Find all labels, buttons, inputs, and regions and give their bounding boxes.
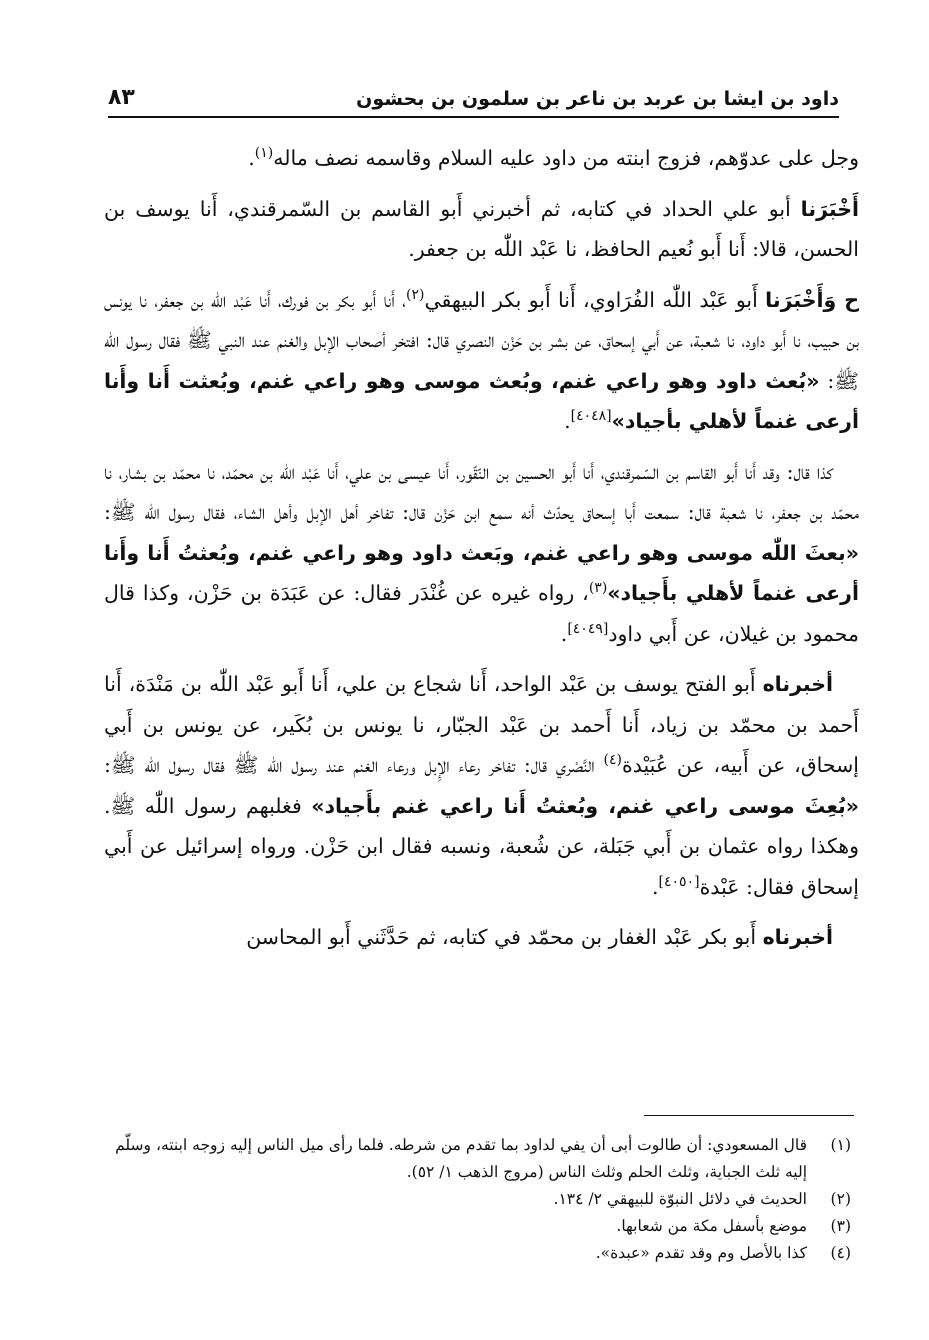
paragraph-1 xyxy=(104,138,859,179)
footnote xyxy=(104,1132,851,1186)
paragraph-text: أَبو بكر عَبْد الغفار بن محمّد في كتابه، ثم حَدَّثَني أَبو المحاسن xyxy=(246,925,763,949)
footnote-ref: (٣) xyxy=(588,580,608,597)
footnote-number: (٤) xyxy=(830,1244,851,1262)
footnote-text: قال المسعودي: أن طالوت أبى أن يفي لداود بما تقدم من شرطه. فلما رأى ميل الناس إليه زوجه ابنته، وسلّم إليه ثلث الجباية، وثلث الحلم وثلث الناس (مروج الذهب ١/ ٥٢). xyxy=(115,1136,807,1181)
footnote-separator xyxy=(644,1115,854,1116)
paragraph-text: النَّصْري قال: تفاخر رعاء الإِبل ورعاء الغنم عند رسول اللّٰه ﷺ فقال رسول اللّٰه ﷺ: xyxy=(104,753,604,777)
paragraph-end: . xyxy=(564,409,571,433)
footnote-number: (١) xyxy=(830,1136,851,1154)
paragraph-text: أَبو الفتح يوسف بن عَبْد الواحد، أَنا شجاع بن علي، أَنا أَبو عَبْد اللّٰه بن مَنْدَة، أَنا أَحمد بن محمّد بن زياد، أَنا أَحمد بن عَبْد الجبّار، نا يونس بن بُكَير، عن يونس بن أَبي إسحاق، عن أَبيه، عن عُبَيْدة xyxy=(104,672,860,777)
isnad-lead: أخبرناه xyxy=(762,925,833,949)
paragraph-end: . xyxy=(652,874,659,899)
footnote-text: الحديث في دلائل النبوّة للبيهقي ٢/ ١٣٤. xyxy=(553,1190,807,1208)
paragraph-5 xyxy=(104,664,859,907)
paragraph-end: . xyxy=(560,621,568,646)
paragraph-2 xyxy=(104,189,859,270)
footnote-text: كذا بالأصل وم وقد تقدم «عبدة». xyxy=(595,1244,807,1262)
footnote xyxy=(104,1186,851,1213)
footnote-ref: (١) xyxy=(254,145,274,162)
footnote xyxy=(104,1213,851,1240)
paragraph-3 xyxy=(104,280,859,442)
hadith-text: «بُعِثَ موسى راعي غنم، وبُعثتُ أَنا راعي غنم بأَجياد» xyxy=(311,793,859,818)
paragraph-text: فغلبهم رسول اللّٰه ﷺ. وهكذا رواه عثمان بن أَبي جَبَلة، عن شُعبة، ونسبه فقال ابن حَزْن. ورواه إسرائيل عن أَبي إسحاق فقال: عَبْدة xyxy=(104,793,859,899)
paragraph-text: أَبو عَبْد اللّٰه الفُرَاوي، أَنا أَبو بكر البيهقي xyxy=(424,287,766,312)
main-text xyxy=(104,138,859,968)
footnote-number: (٢) xyxy=(830,1190,851,1208)
isnad-lead: أخبرناه xyxy=(762,672,833,696)
paragraph-text: وجل على عدوّهم، فزوج ابنته من داود عليه السلام وقاسمه نصف ماله xyxy=(273,146,859,170)
hadith-text: «بعثَ اللّٰه موسى وهو راعي غنم، وبَعث داود وهو راعي غنم، وبُعثتُ أَنا وأَنا أرعى غنماً لأهلي بأَجياد» xyxy=(104,540,860,605)
isnad-lead: أَخْبَرَنا xyxy=(800,196,859,221)
paragraph-6 xyxy=(104,917,859,958)
hadith-number: [٤٠٥٠] xyxy=(658,873,700,890)
paragraph-text: ، أَنا أَبو بكر بن فورك، أَنا عَبْد اللّٰه بن جعفر، نا يونس بن حبيب، نا أَبو داود، نا شعبة، عن أَبي إسحاق، عن بشر بن حَزْن النصري قال: افتخر أصحاب الإبل والغنم عند النبي ﷺ فقال رسول اللّٰه ﷺ: xyxy=(104,287,860,393)
footnote xyxy=(104,1240,851,1267)
paragraph-text: أبو علي الحداد في كتابه، ثم أخبرني أَبو القاسم بن السّمرقندي، أَنا يوسف بن الحسن، قالا: أَنا أَبو نُعيم الحافظ، نا عَبْد اللّٰه بن جعفر. xyxy=(104,196,859,261)
hadith-number: [٤٠٤٨] xyxy=(570,408,612,425)
hadith-text: «بُعث داود وهو راعي غنم، وبُعث موسى وهو راعي غنم، وبُعثت أَنا وأَنا أرعى غنماً لأهلي بأجياد» xyxy=(104,368,859,433)
paragraph-end: . xyxy=(248,146,255,170)
paragraph-text: ، رواه غيره عن غُنْدَر فقال: عن عَبَدَة بن حَزْن، وكذا قال محمود بن غيلان، عن أَبي داود xyxy=(104,581,859,646)
footnote-text: موضع بأسفل مكة من شعابها. xyxy=(616,1217,807,1235)
paragraph-4 xyxy=(104,452,859,655)
isnad-lead: ح وَأَخْبَرَنا xyxy=(765,287,859,312)
footnotes xyxy=(104,1132,851,1267)
footnote-ref: (٢) xyxy=(406,286,425,303)
running-head: داود بن ايشا بن عربد بن ناعر بن سلمون بن بحشون xyxy=(356,88,839,110)
page-header xyxy=(108,78,839,118)
footnote-ref: (٤) xyxy=(603,752,622,769)
paragraph-text: كذا قال: وقد أَنا أَبو القاسم بن السّمرقندي، أَنا أَبو الحسين بن النّقّور، أَنا عيسى بن علي، أَنا عَبْد اللّٰه بن محمّد، نا محمّد بن بشار، نا محمّد بن جعفر، نا شعبة قال: سمعت أَبا إسحاق يحدّث أنه سمع ابن حَزْن قال: تفاخر أهل الإبل وأهل الشاء، فقال رسول اللّٰه ﷺ: xyxy=(104,459,859,524)
footnote-number: (٣) xyxy=(830,1217,851,1235)
hadith-number: [٤٠٤٩] xyxy=(567,620,609,637)
page-number: ٨٣ xyxy=(108,85,135,110)
